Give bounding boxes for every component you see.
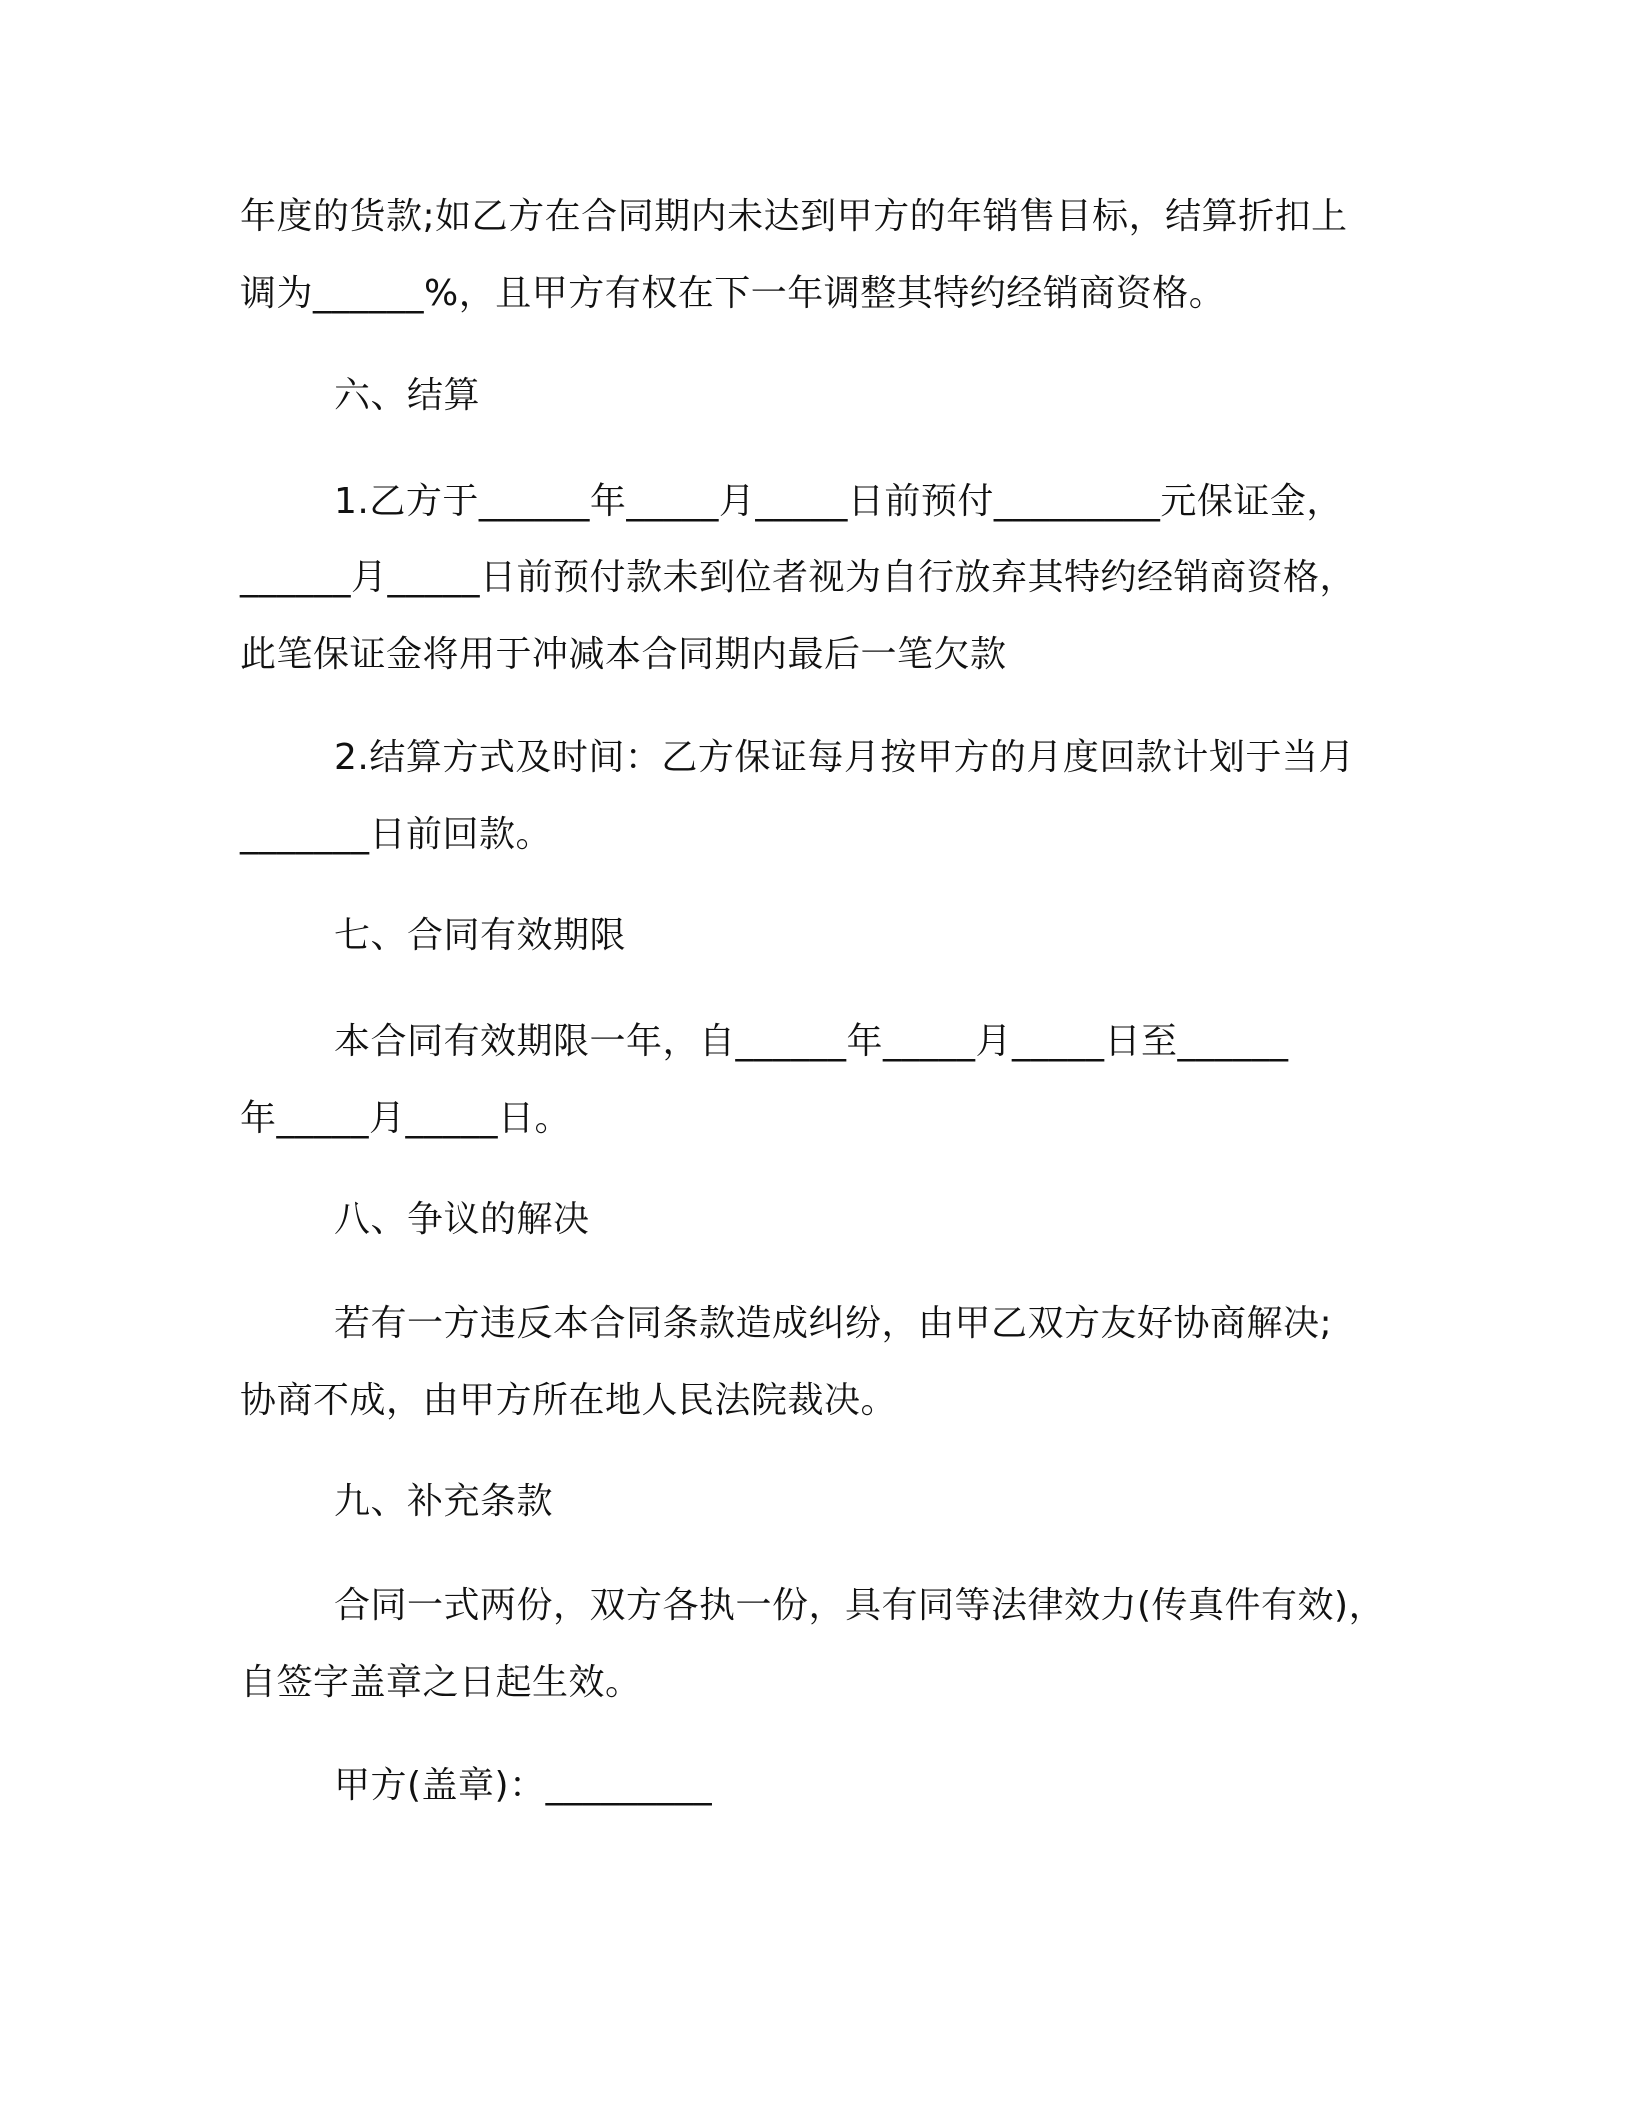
supplementary-text-line-2: 自签字盖章之日起生效。 [240, 1662, 642, 1703]
settlement-item-2-line-1: 2.结算方式及时间：乙方保证每月按甲方的月度回款计划于当月 [334, 737, 1355, 778]
section-heading-validity: 七、合同有效期限 [334, 915, 627, 956]
settlement-item-1-line-1: 1.乙方于______年_____月_____日前预付_________元保证金， [334, 481, 1343, 522]
section-heading-dispute: 八、争议的解决 [334, 1199, 590, 1240]
clause-5-text-line-2: 调为______%，且甲方有权在下一年调整其特约经销商资格。 [240, 273, 1226, 314]
clause-5-text-line-1: 年度的货款;如乙方在合同期内未达到甲方的年销售目标，结算折扣上 [240, 196, 1348, 237]
party-a-seal-line: 甲方(盖章)：_________ [334, 1765, 713, 1806]
validity-text-line-2: 年_____月_____日。 [240, 1098, 572, 1139]
dispute-text-line-2: 协商不成，由甲方所在地人民法院裁决。 [240, 1380, 898, 1421]
section-heading-settlement: 六、结算 [334, 375, 481, 416]
settlement-item-1-line-2: ______月_____日前预付款未到位者视为自行放弃其特约经销商资格， [240, 557, 1357, 598]
dispute-text-line-1: 若有一方违反本合同条款造成纠纷，由甲乙双方友好协商解决; [334, 1303, 1333, 1344]
validity-text-line-1: 本合同有效期限一年，自______年_____月_____日至______ [334, 1021, 1289, 1062]
settlement-item-2-line-2: _______日前回款。 [240, 814, 553, 855]
section-heading-supplementary: 九、补充条款 [334, 1481, 554, 1522]
supplementary-text-line-1: 合同一式两份，双方各执一份，具有同等法律效力(传真件有效)， [334, 1585, 1386, 1626]
settlement-item-1-line-3: 此笔保证金将用于冲减本合同期内最后一笔欠款 [240, 634, 1007, 675]
